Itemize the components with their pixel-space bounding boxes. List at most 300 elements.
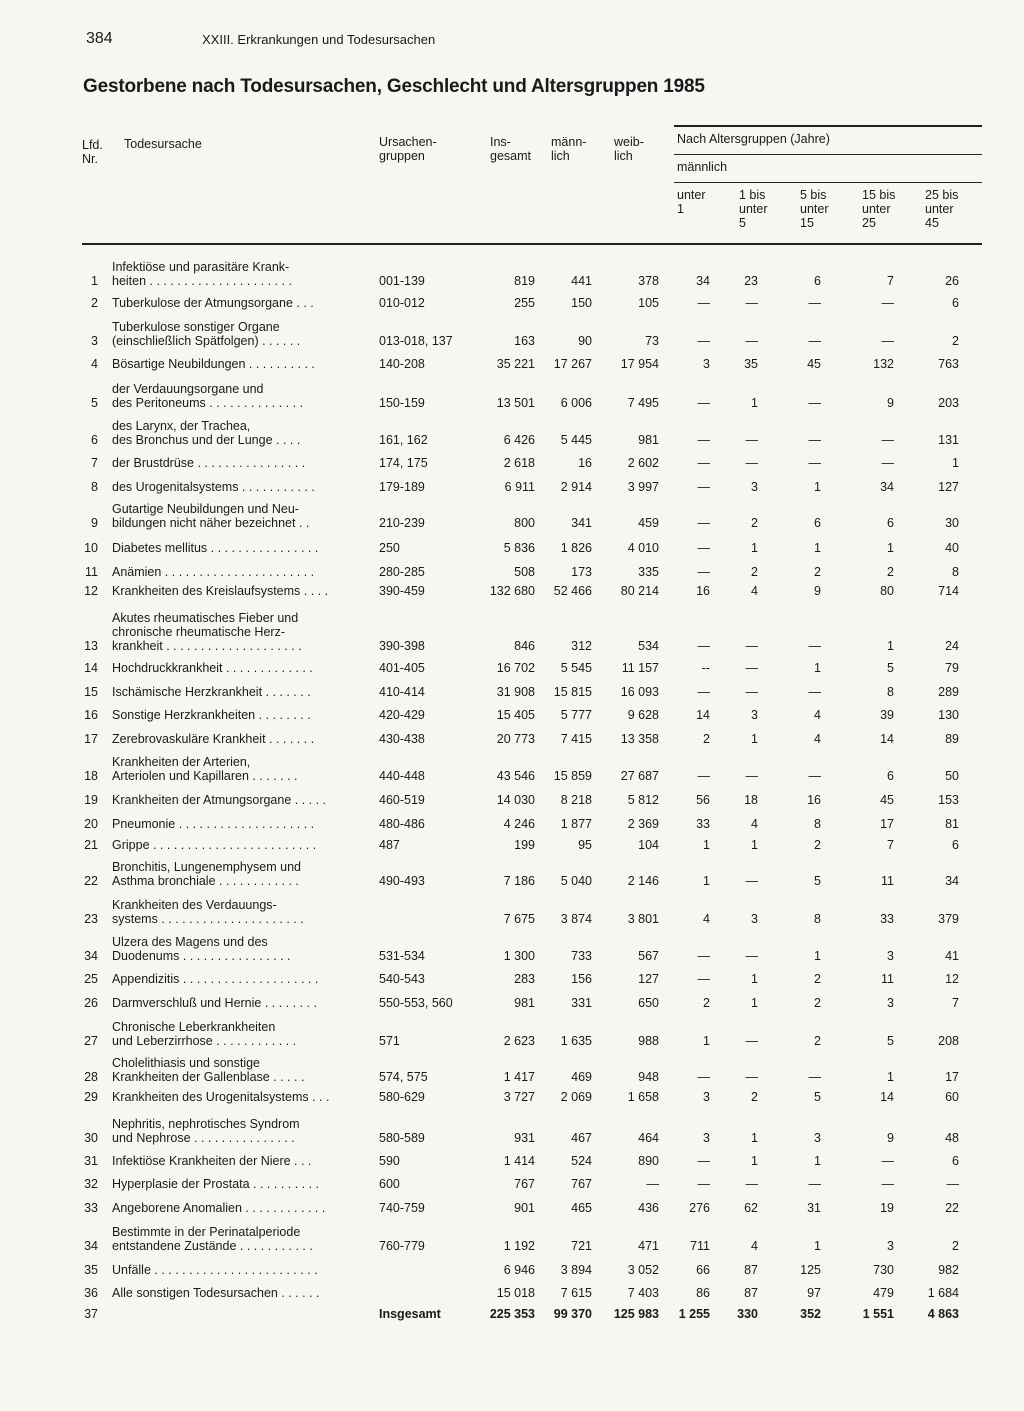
age-under-1-cell: 3 — [703, 1090, 710, 1104]
female-cell: 948 — [638, 1070, 659, 1084]
age-5-15-cell: 5 — [814, 1090, 821, 1104]
age-25-45-cell: 2 — [952, 1239, 959, 1253]
age-under-1-cell: 56 — [696, 793, 710, 807]
codes-cell: Insgesamt — [379, 1307, 441, 1321]
age-5-15-cell: 2 — [814, 838, 821, 852]
cause-cell: Zerebrovaskuläre Krankheit . . . . . . . — [112, 732, 315, 746]
female-cell: 890 — [638, 1154, 659, 1168]
total-cell: 15 018 — [496, 1286, 535, 1300]
age-5-15-cell: — — [808, 769, 821, 783]
row-number: 20 — [84, 817, 98, 831]
age-5-15-cell: 6 — [814, 274, 821, 288]
age-1-5-cell: 4 — [751, 1239, 758, 1253]
cause-cell: Pneumonie . . . . . . . . . . . . . . . . . . . . — [112, 817, 315, 831]
codes-cell: 740-759 — [379, 1201, 425, 1215]
header-rule-mid — [674, 154, 982, 155]
male-cell: 150 — [571, 296, 592, 310]
age-1-5-cell: 2 — [751, 565, 758, 579]
row-number: 31 — [84, 1154, 98, 1168]
age-15-25-cell: 7 — [887, 274, 894, 288]
age-under-1-cell: — — [697, 516, 710, 530]
age-under-1-cell: — — [697, 433, 710, 447]
male-cell: 90 — [578, 334, 592, 348]
header-age-5-15: 5 bis unter 15 — [800, 188, 829, 230]
page-number: 384 — [86, 30, 113, 47]
age-15-25-cell: 5 — [887, 661, 894, 675]
age-25-45-cell: 81 — [945, 817, 959, 831]
age-15-25-cell: 34 — [880, 480, 894, 494]
codes-cell: 250 — [379, 541, 400, 555]
codes-cell: 140-208 — [379, 357, 425, 371]
row-number: 7 — [91, 456, 98, 470]
row-number: 26 — [84, 996, 98, 1010]
age-1-5-cell: 3 — [751, 480, 758, 494]
age-under-1-cell: 1 — [703, 838, 710, 852]
total-cell: 4 246 — [503, 817, 535, 831]
total-cell: 901 — [514, 1201, 535, 1215]
age-25-45-cell: 1 684 — [927, 1286, 959, 1300]
age-5-15-cell: — — [808, 396, 821, 410]
age-15-25-cell: — — [881, 296, 894, 310]
cause-cell: Ischämische Herzkrankheit . . . . . . . — [112, 685, 311, 699]
row-number: 27 — [84, 1034, 98, 1048]
total-cell: 225 353 — [489, 1307, 535, 1321]
cause-cell: Bestimmte in der Perinatalperiode entstandene Zustände . . . . . . . . . . . — [112, 1225, 313, 1253]
female-cell: 981 — [638, 433, 659, 447]
age-1-5-cell: 4 — [751, 584, 758, 598]
total-cell: 20 773 — [496, 732, 535, 746]
age-1-5-cell: — — [745, 1034, 758, 1048]
cause-cell: Chronische Leberkrankheiten und Leberzirrhose . . . . . . . . . . . . — [112, 1020, 297, 1048]
age-1-5-cell: 1 — [751, 1154, 758, 1168]
age-1-5-cell: 330 — [737, 1307, 758, 1321]
age-25-45-cell: 22 — [945, 1201, 959, 1215]
age-1-5-cell: — — [745, 769, 758, 783]
male-cell: 312 — [571, 639, 592, 653]
row-number: 6 — [91, 433, 98, 447]
male-cell: 1 877 — [560, 817, 592, 831]
total-cell: 2 618 — [503, 456, 535, 470]
codes-cell: 001-139 — [379, 274, 425, 288]
age-1-5-cell: 1 — [751, 972, 758, 986]
cause-cell: Ulzera des Magens und des Duodenums . . . . . . . . . . . . . . . . — [112, 935, 291, 963]
header-female: weib- lich — [614, 135, 644, 163]
male-cell: 441 — [571, 274, 592, 288]
age-5-15-cell: 1 — [814, 949, 821, 963]
age-under-1-cell: — — [697, 972, 710, 986]
row-number: 34 — [84, 1239, 98, 1253]
age-25-45-cell: 40 — [945, 541, 959, 555]
codes-cell: 013-018, 137 — [379, 334, 453, 348]
age-1-5-cell: — — [745, 639, 758, 653]
age-15-25-cell: — — [881, 433, 894, 447]
codes-cell: 420-429 — [379, 708, 425, 722]
total-cell: 14 030 — [496, 793, 535, 807]
total-cell: 16 702 — [496, 661, 535, 675]
age-under-1-cell: 2 — [703, 732, 710, 746]
age-15-25-cell: 33 — [880, 912, 894, 926]
male-cell: 17 267 — [553, 357, 592, 371]
age-25-45-cell: 34 — [945, 874, 959, 888]
row-number: 23 — [84, 912, 98, 926]
age-1-5-cell: — — [745, 874, 758, 888]
male-cell: 341 — [571, 516, 592, 530]
age-5-15-cell: 4 — [814, 732, 821, 746]
female-cell: 1 658 — [627, 1090, 659, 1104]
age-25-45-cell: 289 — [938, 685, 959, 699]
age-15-25-cell: 80 — [880, 584, 894, 598]
age-5-15-cell: 1 — [814, 1239, 821, 1253]
codes-cell: 179-189 — [379, 480, 425, 494]
total-cell: 43 546 — [496, 769, 535, 783]
header-total: Ins- gesamt — [490, 135, 531, 163]
age-15-25-cell: — — [881, 1154, 894, 1168]
female-cell: — — [646, 1177, 659, 1191]
cause-cell: Akutes rheumatisches Fieber und chronische rheumatische Herz- krankheit . . . . . . . . . . . . . . . . . . . . — [112, 611, 302, 653]
age-under-1-cell: 33 — [696, 817, 710, 831]
age-5-15-cell: 16 — [807, 793, 821, 807]
cause-cell: Darmverschluß und Hernie . . . . . . . . — [112, 996, 317, 1010]
cause-cell: Gutartige Neubildungen und Neu- bildungen nicht näher bezeichnet . . — [112, 502, 310, 530]
age-under-1-cell: — — [697, 541, 710, 555]
female-cell: 7 495 — [627, 396, 659, 410]
age-25-45-cell: 131 — [938, 433, 959, 447]
age-1-5-cell: 87 — [744, 1286, 758, 1300]
age-5-15-cell: 97 — [807, 1286, 821, 1300]
female-cell: 464 — [638, 1131, 659, 1145]
codes-cell: 574, 575 — [379, 1070, 428, 1084]
female-cell: 335 — [638, 565, 659, 579]
age-15-25-cell: 3 — [887, 1239, 894, 1253]
row-number: 14 — [84, 661, 98, 675]
age-15-25-cell: — — [881, 1177, 894, 1191]
male-cell: 7 615 — [560, 1286, 592, 1300]
age-under-1-cell: 4 — [703, 912, 710, 926]
cause-cell: Grippe . . . . . . . . . . . . . . . . . . . . . . . . — [112, 838, 317, 852]
female-cell: 5 812 — [627, 793, 659, 807]
cause-cell: Krankheiten des Urogenitalsystems . . . — [112, 1090, 330, 1104]
total-cell: 6 946 — [503, 1263, 535, 1277]
female-cell: 125 983 — [613, 1307, 659, 1321]
age-5-15-cell: 5 — [814, 874, 821, 888]
age-under-1-cell: — — [697, 769, 710, 783]
age-1-5-cell: 62 — [744, 1201, 758, 1215]
age-under-1-cell: 2 — [703, 996, 710, 1010]
age-under-1-cell: 66 — [696, 1263, 710, 1277]
age-25-45-cell: 4 863 — [927, 1307, 959, 1321]
age-1-5-cell: 2 — [751, 1090, 758, 1104]
female-cell: 471 — [638, 1239, 659, 1253]
age-25-45-cell: 379 — [938, 912, 959, 926]
female-cell: 16 093 — [620, 685, 659, 699]
age-1-5-cell: 4 — [751, 817, 758, 831]
row-number: 21 — [84, 838, 98, 852]
age-25-45-cell: 714 — [938, 584, 959, 598]
total-cell: 7 186 — [503, 874, 535, 888]
age-under-1-cell: 1 — [703, 874, 710, 888]
cause-cell: Hyperplasie der Prostata . . . . . . . . . . — [112, 1177, 320, 1191]
cause-cell: Tuberkulose der Atmungsorgane . . . — [112, 296, 314, 310]
codes-cell: 390-459 — [379, 584, 425, 598]
age-5-15-cell: 352 — [800, 1307, 821, 1321]
age-1-5-cell: 23 — [744, 274, 758, 288]
male-cell: 467 — [571, 1131, 592, 1145]
female-cell: 4 010 — [627, 541, 659, 555]
total-cell: 199 — [514, 838, 535, 852]
age-15-25-cell: 132 — [873, 357, 894, 371]
age-25-45-cell: 41 — [945, 949, 959, 963]
age-under-1-cell: — — [697, 334, 710, 348]
age-15-25-cell: 9 — [887, 1131, 894, 1145]
female-cell: 436 — [638, 1201, 659, 1215]
female-cell: 17 954 — [620, 357, 659, 371]
age-25-45-cell: 208 — [938, 1034, 959, 1048]
table-row — [0, 1261, 1024, 1321]
female-cell: 127 — [638, 972, 659, 986]
row-number: 2 — [91, 296, 98, 310]
cause-cell: Angeborene Anomalien . . . . . . . . . . . . — [112, 1201, 326, 1215]
row-number: 30 — [84, 1131, 98, 1145]
age-25-45-cell: 79 — [945, 661, 959, 675]
female-cell: 3 052 — [627, 1263, 659, 1277]
codes-cell: 760-779 — [379, 1239, 425, 1253]
age-15-25-cell: 14 — [880, 732, 894, 746]
age-under-1-cell: — — [697, 565, 710, 579]
codes-cell: 590 — [379, 1154, 400, 1168]
row-number: 10 — [84, 541, 98, 555]
table-row — [0, 538, 1024, 598]
cause-cell: Appendizitis . . . . . . . . . . . . . . . . . . . . — [112, 972, 319, 986]
age-15-25-cell: 45 — [880, 793, 894, 807]
row-number: 19 — [84, 793, 98, 807]
total-cell: 846 — [514, 639, 535, 653]
age-1-5-cell: 1 — [751, 838, 758, 852]
total-cell: 1 414 — [503, 1154, 535, 1168]
age-15-25-cell: 14 — [880, 1090, 894, 1104]
age-5-15-cell: — — [808, 433, 821, 447]
age-under-1-cell: 14 — [696, 708, 710, 722]
row-number: 1 — [91, 274, 98, 288]
age-5-15-cell: 2 — [814, 972, 821, 986]
cause-cell: Bösartige Neubildungen . . . . . . . . . . — [112, 357, 315, 371]
age-15-25-cell: 1 — [887, 541, 894, 555]
age-1-5-cell: 1 — [751, 1131, 758, 1145]
male-cell: 7 415 — [560, 732, 592, 746]
age-1-5-cell: 1 — [751, 732, 758, 746]
total-cell: 981 — [514, 996, 535, 1010]
age-1-5-cell: — — [745, 661, 758, 675]
age-15-25-cell: 3 — [887, 996, 894, 1010]
codes-cell: 440-448 — [379, 769, 425, 783]
male-cell: 721 — [571, 1239, 592, 1253]
total-cell: 15 405 — [496, 708, 535, 722]
age-under-1-cell: — — [697, 296, 710, 310]
male-cell: 733 — [571, 949, 592, 963]
male-cell: 5 777 — [560, 708, 592, 722]
age-5-15-cell: — — [808, 639, 821, 653]
age-5-15-cell: 2 — [814, 996, 821, 1010]
age-15-25-cell: 7 — [887, 838, 894, 852]
row-number: 3 — [91, 334, 98, 348]
cause-cell: der Verdauungsorgane und des Peritoneums . . . . . . . . . . . . . . — [112, 382, 304, 410]
age-5-15-cell: 4 — [814, 708, 821, 722]
age-5-15-cell: — — [808, 296, 821, 310]
age-25-45-cell: 6 — [952, 296, 959, 310]
age-25-45-cell: 24 — [945, 639, 959, 653]
total-cell: 132 680 — [489, 584, 535, 598]
cause-cell: des Urogenitalsystems . . . . . . . . . . . — [112, 480, 315, 494]
codes-cell: 210-239 — [379, 516, 425, 530]
age-1-5-cell: — — [745, 456, 758, 470]
age-under-1-cell: — — [697, 949, 710, 963]
age-15-25-cell: 2 — [887, 565, 894, 579]
male-cell: 465 — [571, 1201, 592, 1215]
age-5-15-cell: — — [808, 456, 821, 470]
age-under-1-cell: 34 — [696, 274, 710, 288]
age-25-45-cell: 2 — [952, 334, 959, 348]
age-under-1-cell: 1 255 — [678, 1307, 710, 1321]
female-cell: 2 146 — [627, 874, 659, 888]
header-age-15-25: 15 bis unter 25 — [862, 188, 896, 230]
age-15-25-cell: 9 — [887, 396, 894, 410]
age-5-15-cell: 1 — [814, 541, 821, 555]
female-cell: 650 — [638, 996, 659, 1010]
row-number: 36 — [84, 1286, 98, 1300]
header-male: männ- lich — [551, 135, 587, 163]
male-cell: 15 859 — [553, 769, 592, 783]
age-25-45-cell: 12 — [945, 972, 959, 986]
male-cell: 767 — [571, 1177, 592, 1191]
age-1-5-cell: — — [745, 296, 758, 310]
age-25-45-cell: 7 — [952, 996, 959, 1010]
cause-cell: Infektiöse und parasitäre Krank- heiten . . . . . . . . . . . . . . . . . . . . . — [112, 260, 292, 288]
age-1-5-cell: — — [745, 685, 758, 699]
cause-cell: Tuberkulose sonstiger Organe (einschließlich Spätfolgen) . . . . . . — [112, 320, 301, 348]
row-number: 34 — [84, 949, 98, 963]
age-under-1-cell: -- — [701, 661, 710, 675]
age-15-25-cell: — — [881, 334, 894, 348]
male-cell: 1 826 — [560, 541, 592, 555]
age-5-15-cell: 45 — [807, 357, 821, 371]
row-number: 11 — [85, 565, 98, 579]
total-cell: 283 — [514, 972, 535, 986]
row-number: 32 — [84, 1177, 98, 1191]
age-25-45-cell: 48 — [945, 1131, 959, 1145]
female-cell: 378 — [638, 274, 659, 288]
total-cell: 800 — [514, 516, 535, 530]
age-under-1-cell: 16 — [696, 584, 710, 598]
total-cell: 1 192 — [503, 1239, 535, 1253]
female-cell: 73 — [645, 334, 659, 348]
age-under-1-cell: 3 — [703, 357, 710, 371]
codes-cell: 490-493 — [379, 874, 425, 888]
cause-cell: des Larynx, der Trachea, des Bronchus und der Lunge . . . . — [112, 419, 301, 447]
age-25-45-cell: 17 — [945, 1070, 959, 1084]
total-cell: 35 221 — [496, 357, 535, 371]
age-5-15-cell: — — [808, 685, 821, 699]
age-25-45-cell: 203 — [938, 396, 959, 410]
female-cell: 3 997 — [627, 480, 659, 494]
header-codes: Ursachen- gruppen — [379, 135, 437, 163]
age-15-25-cell: 17 — [880, 817, 894, 831]
age-1-5-cell: — — [745, 1070, 758, 1084]
age-15-25-cell: 5 — [887, 1034, 894, 1048]
age-15-25-cell: 479 — [873, 1286, 894, 1300]
age-5-15-cell: 3 — [814, 1131, 821, 1145]
codes-cell: 401-405 — [379, 661, 425, 675]
age-under-1-cell: 86 — [696, 1286, 710, 1300]
male-cell: 95 — [578, 838, 592, 852]
cause-cell: Bronchitis, Lungenemphysem und Asthma bronchiale . . . . . . . . . . . . — [112, 860, 302, 888]
total-cell: 1 300 — [503, 949, 535, 963]
age-25-45-cell: 26 — [945, 274, 959, 288]
age-25-45-cell: 8 — [952, 565, 959, 579]
male-cell: 5 545 — [560, 661, 592, 675]
codes-cell: 280-285 — [379, 565, 425, 579]
row-number: 22 — [84, 874, 98, 888]
female-cell: 9 628 — [627, 708, 659, 722]
female-cell: 80 214 — [620, 584, 659, 598]
cause-cell: der Brustdrüse . . . . . . . . . . . . . . . . — [112, 456, 306, 470]
male-cell: 99 370 — [553, 1307, 592, 1321]
age-15-25-cell: 8 — [887, 685, 894, 699]
age-5-15-cell: — — [808, 334, 821, 348]
male-cell: 15 815 — [553, 685, 592, 699]
female-cell: 567 — [638, 949, 659, 963]
age-1-5-cell: — — [745, 949, 758, 963]
female-cell: 7 403 — [627, 1286, 659, 1300]
male-cell: 3 894 — [560, 1263, 592, 1277]
female-cell: 2 369 — [627, 817, 659, 831]
age-under-1-cell: — — [697, 480, 710, 494]
cause-cell: Krankheiten der Atmungsorgane . . . . . — [112, 793, 327, 807]
age-15-25-cell: 730 — [873, 1263, 894, 1277]
age-25-45-cell: 982 — [938, 1263, 959, 1277]
age-25-45-cell: 60 — [945, 1090, 959, 1104]
total-cell: 767 — [514, 1177, 535, 1191]
cause-cell: Krankheiten des Kreislaufsystems . . . . — [112, 584, 329, 598]
age-5-15-cell: 2 — [814, 1034, 821, 1048]
age-under-1-cell: — — [697, 639, 710, 653]
male-cell: 156 — [571, 972, 592, 986]
row-number: 29 — [84, 1090, 98, 1104]
codes-cell: 480-486 — [379, 817, 425, 831]
cause-cell: Cholelithiasis und sonstige Krankheiten der Gallenblase . . . . . — [112, 1056, 305, 1084]
row-number: 18 — [84, 769, 98, 783]
female-cell: 534 — [638, 639, 659, 653]
female-cell: 459 — [638, 516, 659, 530]
age-25-45-cell: 30 — [945, 516, 959, 530]
age-5-15-cell: 1 — [814, 661, 821, 675]
age-under-1-cell: — — [697, 456, 710, 470]
male-cell: 5 445 — [560, 433, 592, 447]
total-cell: 5 836 — [503, 541, 535, 555]
age-5-15-cell: — — [808, 1177, 821, 1191]
row-number: 35 — [84, 1263, 98, 1277]
age-5-15-cell: 1 — [814, 480, 821, 494]
header-sub-male: männlich — [677, 160, 728, 174]
age-under-1-cell: — — [697, 1070, 710, 1084]
row-number: 12 — [84, 584, 98, 598]
age-under-1-cell: — — [697, 396, 710, 410]
age-25-45-cell: 153 — [938, 793, 959, 807]
total-cell: 508 — [514, 565, 535, 579]
age-5-15-cell: — — [808, 1070, 821, 1084]
male-cell: 5 040 — [560, 874, 592, 888]
codes-cell: 410-414 — [379, 685, 425, 699]
age-1-5-cell: 1 — [751, 396, 758, 410]
codes-cell: 531-534 — [379, 949, 425, 963]
